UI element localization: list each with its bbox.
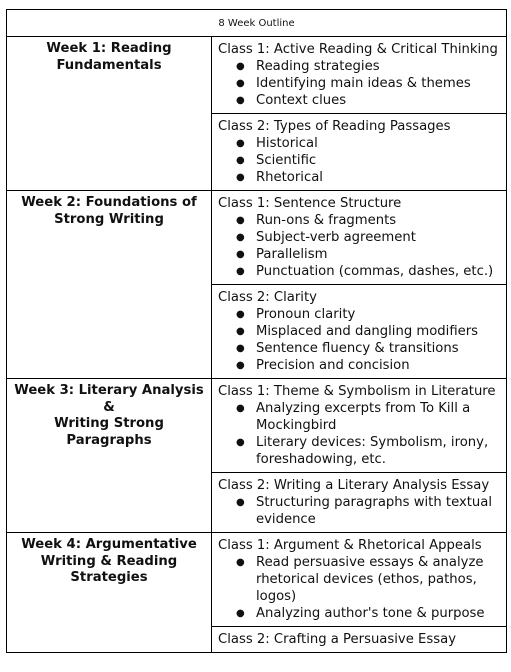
bullet-icon: ● (236, 266, 245, 277)
topic-item (236, 263, 502, 280)
topic-item (236, 323, 502, 340)
week-2-class-1-row (7, 191, 507, 285)
class-cell (212, 627, 507, 653)
bullet-icon: ● (236, 326, 245, 337)
topic-list (218, 135, 502, 186)
bullet-icon: ● (236, 437, 245, 448)
topic-text: Precision and concision (256, 358, 410, 373)
topic-text: Punctuation (commas, dashes, etc.) (256, 264, 494, 279)
topic-text: Analyzing excerpts from To Kill a Mockingbird (256, 401, 471, 433)
bullet-icon: ● (236, 95, 245, 106)
outline-title: 8 Week Outline (7, 10, 507, 37)
topic-text: Analyzing author's tone & purpose (256, 606, 485, 621)
bullet-icon: ● (236, 61, 245, 72)
topic-list (218, 306, 502, 374)
bullet-icon: ● (236, 557, 245, 568)
outline-body (7, 10, 507, 653)
bullet-icon: ● (236, 497, 245, 508)
topic-text: Literary devices: Symbolism, irony, foreshadowing, etc. (256, 435, 489, 467)
topic-list (218, 554, 502, 622)
topic-item (236, 434, 502, 468)
topic-text: Reading strategies (256, 59, 380, 74)
outline-title-row (7, 10, 507, 37)
topic-text: Parallelism (256, 247, 328, 262)
topic-item (236, 357, 502, 374)
outline-table (6, 9, 507, 653)
class-title: Class 1: Argument & Rhetorical Appeals (218, 538, 482, 553)
class-title: Class 2: Writing a Literary Analysis Essay (218, 478, 490, 493)
topic-list (218, 400, 502, 468)
topic-list (218, 58, 502, 109)
class-cell (212, 379, 507, 473)
topic-text: Historical (256, 136, 318, 151)
topic-item (236, 212, 502, 229)
topic-text: Identifying main ideas & themes (256, 76, 471, 91)
topic-item (236, 400, 502, 434)
topic-item (236, 135, 502, 152)
class-cell (212, 285, 507, 379)
topic-item (236, 340, 502, 357)
class-title: Class 1: Active Reading & Critical Thinking (218, 42, 498, 57)
bullet-icon: ● (236, 172, 245, 183)
week-4-class-1-row (7, 533, 507, 627)
week-title: Week 2: Foundations of Strong Writing (7, 191, 212, 379)
topic-item (236, 75, 502, 92)
topic-item (236, 554, 502, 605)
week-title: Week 1: Reading Fundamentals (7, 37, 212, 191)
topic-text: Read persuasive essays & analyze rhetorical devices (ethos, pathos, logos) (256, 555, 484, 604)
bullet-icon: ● (236, 78, 245, 89)
topic-item (236, 229, 502, 246)
topic-text: Scientific (256, 153, 317, 168)
topic-item (236, 494, 502, 528)
class-cell (212, 473, 507, 533)
topic-item (236, 169, 502, 186)
bullet-icon: ● (236, 138, 245, 149)
bullet-icon: ● (236, 343, 245, 354)
topic-text: Pronoun clarity (256, 307, 356, 322)
class-cell (212, 191, 507, 285)
topic-list (218, 494, 502, 528)
topic-item (236, 306, 502, 323)
topic-item (236, 152, 502, 169)
week-title: Week 3: Literary Analysis & Writing Strong Paragraphs (7, 379, 212, 533)
bullet-icon: ● (236, 403, 245, 414)
bullet-icon: ● (236, 360, 245, 371)
class-cell (212, 114, 507, 191)
class-cell (212, 533, 507, 627)
topic-item (236, 605, 502, 622)
bullet-icon: ● (236, 215, 245, 226)
topic-text: Rhetorical (256, 170, 323, 185)
class-cell (212, 37, 507, 114)
topic-text: Run-ons & fragments (256, 213, 397, 228)
bullet-icon: ● (236, 608, 245, 619)
class-title: Class 1: Sentence Structure (218, 196, 402, 211)
class-title: Class 2: Crafting a Persuasive Essay (218, 632, 456, 647)
topic-text: Misplaced and dangling modifiers (256, 324, 479, 339)
topic-list (218, 212, 502, 280)
bullet-icon: ● (236, 309, 245, 320)
topic-text: Sentence fluency & transitions (256, 341, 459, 356)
week-3-class-1-row (7, 379, 507, 473)
class-title: Class 2: Types of Reading Passages (218, 119, 451, 134)
topic-text: Structuring paragraphs with textual evidence (256, 495, 493, 527)
week-1-class-1-row (7, 37, 507, 114)
bullet-icon: ● (236, 155, 245, 166)
topic-item (236, 58, 502, 75)
topic-text: Context clues (256, 93, 347, 108)
class-title: Class 2: Clarity (218, 290, 317, 305)
topic-item (236, 246, 502, 263)
bullet-icon: ● (236, 249, 245, 260)
week-title: Week 4: Argumentative Writing & Reading Strategies (7, 533, 212, 653)
topic-text: Subject-verb agreement (256, 230, 416, 245)
bullet-icon: ● (236, 232, 245, 243)
class-title: Class 1: Theme & Symbolism in Literature (218, 384, 496, 399)
topic-item (236, 92, 502, 109)
